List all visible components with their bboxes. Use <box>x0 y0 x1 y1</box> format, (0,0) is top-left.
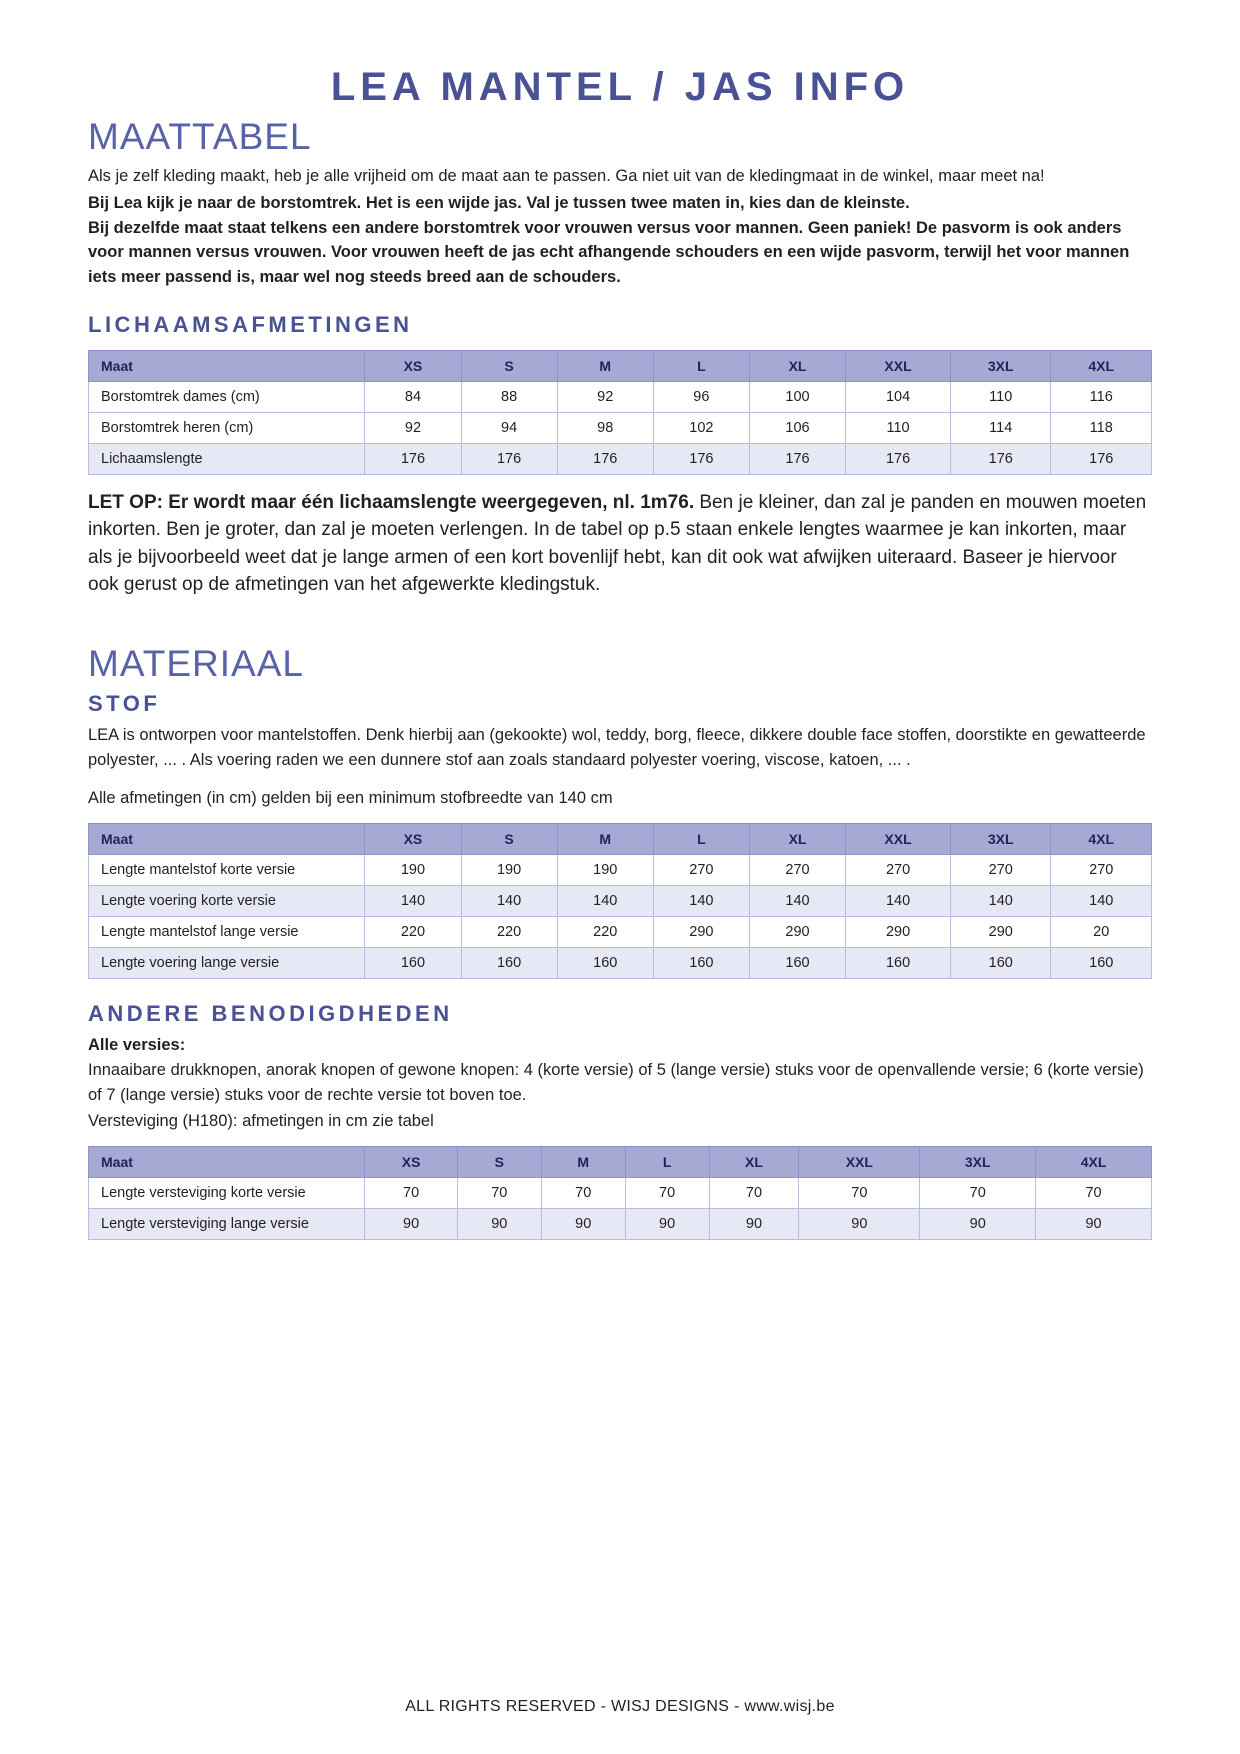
stof-breedte-note: Alle afmetingen (in cm) gelden bij een minimum stofbreedte van 140 cm <box>88 789 613 808</box>
page-title: LEA MANTEL / JAS INFO <box>330 65 910 109</box>
alle-versies-label: Alle versies: <box>88 1036 186 1055</box>
cell: 98 <box>557 412 653 443</box>
cell: 110 <box>951 381 1051 412</box>
cell: 176 <box>1051 443 1152 474</box>
benodigdheden-paragraph-2: Versteviging (H180): afmetingen in cm zie tabel <box>88 1112 434 1131</box>
footer-text: ALL RIGHTS RESERVED - WISJ DESIGNS - www.wisj.be <box>405 1698 835 1715</box>
table-lichaamsafmetingen <box>88 350 1152 475</box>
intro-paragraph-2: Bij Lea kijk je naar de borstomtrek. Het is een wijde jas. Val je tussen twee maten in, kies dan de kleinste. <box>88 193 910 212</box>
intro-paragraph-3: Bij dezelfde maat staat telkens een andere borstomtrek voor vrouwen versus voor mannen. Geen paniek! De pasvorm is ook anders voor mannen versus vrouwen. Voor vrouwen heeft de jas echt afhangende schouders en een wijde pasvorm, terwijl het voor mannen iets meer passend is, maar wel nog steeds breed aan de schouders. <box>88 218 1130 286</box>
column-header: Maat <box>89 1147 365 1178</box>
cell: 114 <box>951 412 1051 443</box>
cell: 90 <box>1036 1209 1152 1240</box>
cell: 90 <box>625 1209 709 1240</box>
table-row <box>89 443 1152 474</box>
lichaamslengte-note <box>88 489 1152 599</box>
cell: 160 <box>1051 948 1152 979</box>
cell: 176 <box>749 443 845 474</box>
cell: 90 <box>709 1209 799 1240</box>
table-row <box>89 948 1152 979</box>
subheading-stof: STOF <box>88 690 161 716</box>
cell: 100 <box>749 381 845 412</box>
cell: 90 <box>457 1209 541 1240</box>
cell: 176 <box>557 443 653 474</box>
cell: 270 <box>846 855 951 886</box>
cell: 290 <box>951 917 1051 948</box>
cell: 160 <box>653 948 749 979</box>
cell: 94 <box>461 412 557 443</box>
row-label: Lengte voering korte versie <box>89 886 365 917</box>
cell: 140 <box>1051 886 1152 917</box>
column-header: S <box>461 824 557 855</box>
cell: 140 <box>951 886 1051 917</box>
row-label: Lengte versteviging lange versie <box>89 1209 365 1240</box>
note-rest: Ben je kleiner, dan zal je panden en mouwen moeten inkorten. Ben je groter, dan zal je moeten verlengen. In de tabel op p.5 staan enkele lengtes waarmee je kan inkorten, maar als je bijvoorbeeld weet dat je lange armen of een kort bovenlijf hebt, kan dit ook wat afwijken uiteraard. Baseer je hiervoor ook gerust op de afmetingen van het afgewerkte kledingstuk. <box>88 491 1147 596</box>
cell: 220 <box>557 917 653 948</box>
cell: 92 <box>365 412 461 443</box>
row-label: Borstomtrek dames (cm) <box>89 381 365 412</box>
cell: 190 <box>365 855 461 886</box>
cell: 110 <box>846 412 951 443</box>
column-header: S <box>457 1147 541 1178</box>
column-header: XXL <box>799 1147 920 1178</box>
column-header: M <box>541 1147 625 1178</box>
column-header: L <box>653 824 749 855</box>
table-row <box>89 1209 1152 1240</box>
column-header: L <box>653 350 749 381</box>
row-label: Lengte mantelstof korte versie <box>89 855 365 886</box>
cell: 96 <box>653 381 749 412</box>
cell: 270 <box>1051 855 1152 886</box>
cell: 116 <box>1051 381 1152 412</box>
cell: 220 <box>365 917 461 948</box>
column-header: XS <box>365 350 461 381</box>
column-header: 4XL <box>1051 350 1152 381</box>
cell: 104 <box>846 381 951 412</box>
column-header: Maat <box>89 350 365 381</box>
cell: 70 <box>625 1178 709 1209</box>
column-header: XS <box>365 824 461 855</box>
cell: 102 <box>653 412 749 443</box>
column-header: XL <box>749 824 845 855</box>
table-row <box>89 917 1152 948</box>
cell: 70 <box>365 1178 457 1209</box>
table-row <box>89 886 1152 917</box>
row-label: Lengte voering lange versie <box>89 948 365 979</box>
cell: 140 <box>557 886 653 917</box>
column-header: M <box>557 350 653 381</box>
cell: 270 <box>653 855 749 886</box>
cell: 160 <box>749 948 845 979</box>
cell: 160 <box>557 948 653 979</box>
cell: 70 <box>920 1178 1036 1209</box>
cell: 70 <box>1036 1178 1152 1209</box>
row-label: Lengte versteviging korte versie <box>89 1178 365 1209</box>
cell: 160 <box>951 948 1051 979</box>
cell: 176 <box>365 443 461 474</box>
cell: 176 <box>461 443 557 474</box>
cell: 176 <box>951 443 1051 474</box>
cell: 160 <box>846 948 951 979</box>
cell: 190 <box>557 855 653 886</box>
column-header: Maat <box>89 824 365 855</box>
cell: 160 <box>365 948 461 979</box>
cell: 160 <box>461 948 557 979</box>
cell: 290 <box>749 917 845 948</box>
stof-paragraph: LEA is ontworpen voor mantelstoffen. Denk hierbij aan (gekookte) wol, teddy, borg, fleece, dikkere double face stoffen, doorstikte en gewatteerde polyester, ... . Als voering raden we een dunnere stof aan zoals standaard polyester voering, viscose, katoen, ... . <box>88 725 1146 769</box>
intro-paragraph-1: Als je zelf kleding maakt, heb je alle vrijheid om de maat aan te passen. Ga niet uit van de kledingmaat in de winkel, maar meet na! <box>88 167 1045 185</box>
cell: 190 <box>461 855 557 886</box>
column-header: M <box>557 824 653 855</box>
cell: 106 <box>749 412 845 443</box>
table-row <box>89 1178 1152 1209</box>
column-header: 3XL <box>920 1147 1036 1178</box>
table-row <box>89 381 1152 412</box>
column-header: 3XL <box>951 350 1051 381</box>
cell: 92 <box>557 381 653 412</box>
column-header: S <box>461 350 557 381</box>
cell: 140 <box>653 886 749 917</box>
cell: 90 <box>541 1209 625 1240</box>
section-heading-materiaal: MATERIAAL <box>88 642 304 684</box>
cell: 70 <box>799 1178 920 1209</box>
cell: 118 <box>1051 412 1152 443</box>
table-row <box>89 855 1152 886</box>
section-heading-maattabel: MAATTABEL <box>88 116 312 157</box>
cell: 90 <box>365 1209 457 1240</box>
cell: 20 <box>1051 917 1152 948</box>
subheading-andere-benodigdheden: ANDERE BENODIGDHEDEN <box>88 1001 453 1027</box>
cell: 140 <box>749 886 845 917</box>
subheading-lichaamsafmetingen: LICHAAMSAFMETINGEN <box>88 311 413 337</box>
cell: 140 <box>365 886 461 917</box>
cell: 176 <box>846 443 951 474</box>
cell: 290 <box>653 917 749 948</box>
benodigdheden-paragraph-1: Innaaibare drukknopen, anorak knopen of gewone knopen: 4 (korte versie) of 5 (lange versie) stuks voor de openvallende versie; 6 (korte versie) of 7 (lange versie) stuks voor de rechte versie tot boven toe. <box>88 1060 1144 1104</box>
cell: 90 <box>799 1209 920 1240</box>
cell: 140 <box>846 886 951 917</box>
row-label: Borstomtrek heren (cm) <box>89 412 365 443</box>
cell: 220 <box>461 917 557 948</box>
row-label: Lichaamslengte <box>89 443 365 474</box>
column-header: XL <box>709 1147 799 1178</box>
column-header: XS <box>365 1147 457 1178</box>
cell: 270 <box>749 855 845 886</box>
cell: 290 <box>846 917 951 948</box>
column-header: XL <box>749 350 845 381</box>
note-bold: LET OP: Er wordt maar één lichaamslengte weergegeven, nl. 1m76. <box>88 491 695 513</box>
cell: 70 <box>457 1178 541 1209</box>
table-materiaal <box>88 823 1152 979</box>
table-header-row <box>89 824 1152 855</box>
column-header: XXL <box>846 824 951 855</box>
cell: 88 <box>461 381 557 412</box>
table-header-row <box>89 1147 1152 1178</box>
row-label: Lengte mantelstof lange versie <box>89 917 365 948</box>
column-header: XXL <box>846 350 951 381</box>
cell: 70 <box>709 1178 799 1209</box>
cell: 84 <box>365 381 461 412</box>
cell: 176 <box>653 443 749 474</box>
column-header: 4XL <box>1051 824 1152 855</box>
maattabel-intro <box>88 164 1152 290</box>
column-header: 3XL <box>951 824 1051 855</box>
table-versteviging <box>88 1146 1152 1240</box>
cell: 90 <box>920 1209 1036 1240</box>
table-row <box>89 412 1152 443</box>
table-header-row <box>89 350 1152 381</box>
cell: 140 <box>461 886 557 917</box>
cell: 270 <box>951 855 1051 886</box>
column-header: L <box>625 1147 709 1178</box>
column-header: 4XL <box>1036 1147 1152 1178</box>
cell: 70 <box>541 1178 625 1209</box>
